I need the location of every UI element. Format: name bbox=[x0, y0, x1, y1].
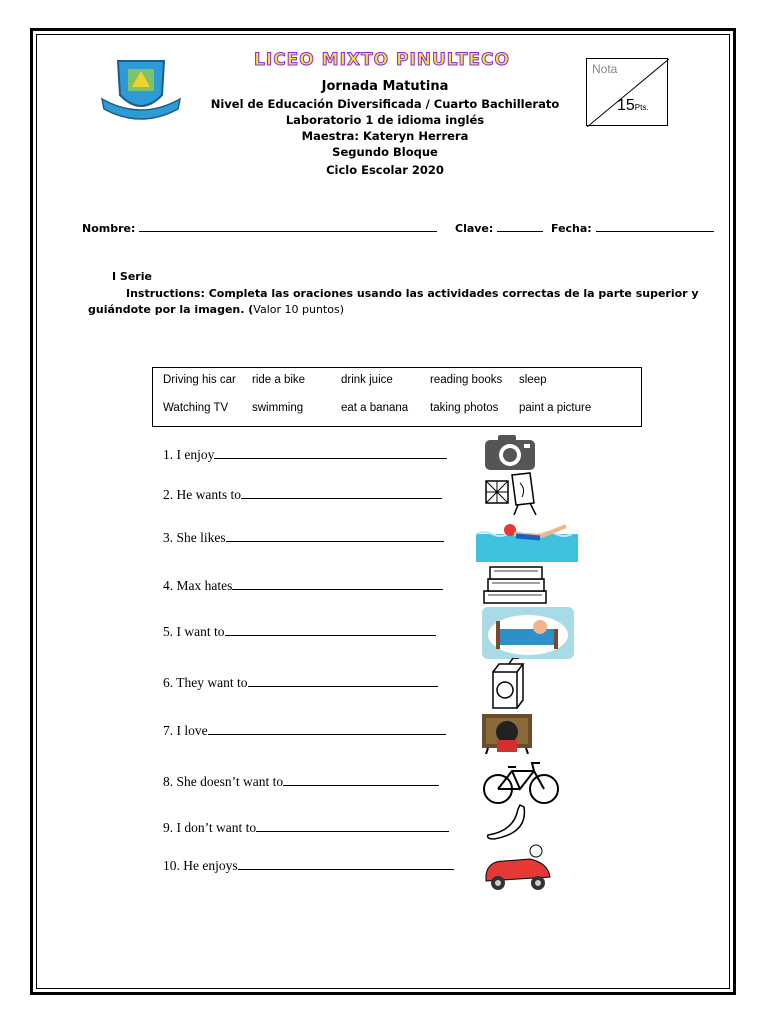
instructions-value: Valor 10 puntos) bbox=[253, 303, 344, 316]
date-label: Fecha: bbox=[551, 222, 592, 235]
car-driving-icon bbox=[480, 841, 554, 898]
grade-score-value: 15 bbox=[617, 97, 635, 114]
answer-blank[interactable] bbox=[241, 487, 442, 499]
question-3 bbox=[163, 530, 444, 546]
camera-icon bbox=[484, 433, 536, 476]
name-field[interactable] bbox=[82, 222, 437, 235]
word-bank-item: swimming bbox=[252, 402, 304, 414]
header-line-6: Ciclo Escolar 2020 bbox=[326, 163, 444, 177]
tv-watching-icon bbox=[480, 712, 534, 759]
answer-blank[interactable] bbox=[208, 723, 446, 735]
question-text: 8. She doesn’t want to bbox=[163, 774, 284, 789]
section-title: I Serie bbox=[112, 270, 152, 283]
painting-icon bbox=[482, 471, 540, 520]
answer-blank[interactable] bbox=[214, 447, 447, 459]
question-6 bbox=[163, 675, 438, 691]
code-label: Clave: bbox=[455, 222, 494, 235]
answer-blank[interactable] bbox=[238, 858, 454, 870]
swimmer-icon bbox=[476, 520, 578, 567]
header-line-2: Nivel de Educación Diversificada / Cuarto Bachillerato bbox=[210, 97, 560, 111]
school-name-logo: LICEO MIXTO PINULTECO bbox=[254, 50, 510, 70]
question-text: 3. She likes bbox=[163, 530, 226, 545]
question-1 bbox=[163, 447, 447, 463]
answer-blank[interactable] bbox=[232, 578, 443, 590]
answer-blank[interactable] bbox=[226, 530, 444, 542]
question-8 bbox=[163, 774, 439, 790]
question-7 bbox=[163, 723, 446, 739]
header-line-1: Jornada Matutina bbox=[321, 79, 449, 94]
code-field[interactable] bbox=[455, 222, 543, 235]
word-bank-item: ride a bike bbox=[252, 374, 306, 386]
word-bank-item: Watching TV bbox=[163, 402, 229, 414]
word-bank-item: sleep bbox=[519, 374, 547, 386]
word-bank-item: reading books bbox=[430, 374, 503, 386]
grade-label: Nota bbox=[592, 62, 618, 76]
answer-blank[interactable] bbox=[248, 675, 438, 687]
grade-unit: Pts. bbox=[634, 103, 649, 112]
question-text: 2. He wants to bbox=[163, 487, 241, 502]
question-5 bbox=[163, 624, 436, 640]
question-text: 5. I want to bbox=[163, 624, 225, 639]
books-icon bbox=[480, 561, 550, 610]
page-border-inner bbox=[36, 34, 730, 989]
word-bank-item: paint a picture bbox=[519, 402, 592, 414]
school-crest-logo bbox=[98, 55, 184, 127]
grade-box bbox=[586, 58, 668, 126]
code-blank[interactable] bbox=[497, 222, 543, 232]
question-text: 4. Max hates bbox=[163, 578, 233, 593]
answer-blank[interactable] bbox=[283, 774, 439, 786]
answer-blank[interactable] bbox=[225, 624, 436, 636]
word-bank-item: Driving his car bbox=[163, 374, 236, 386]
sleeping-icon bbox=[482, 607, 574, 664]
question-text: 1. I enjoy bbox=[163, 447, 215, 462]
question-10 bbox=[163, 858, 454, 874]
header-line-3: Laboratorio 1 de idioma inglés bbox=[285, 113, 485, 127]
date-blank[interactable] bbox=[596, 222, 714, 232]
question-text: 10. He enjoys bbox=[163, 858, 238, 873]
answer-blank[interactable] bbox=[256, 820, 449, 832]
banana-icon bbox=[484, 803, 528, 846]
instructions-text: Instructions: Completa las oraciones usando las actividades correctas de la parte superior y guiándote por la imagen. ( bbox=[88, 287, 699, 316]
question-text: 9. I don’t want to bbox=[163, 820, 257, 835]
section-instructions bbox=[88, 286, 718, 318]
name-blank[interactable] bbox=[139, 222, 437, 232]
question-text: 6. They want to bbox=[163, 675, 248, 690]
grade-score bbox=[617, 97, 649, 115]
header-line-5: Segundo Bloque bbox=[332, 145, 438, 159]
question-text: 7. I love bbox=[163, 723, 208, 738]
word-bank-item: drink juice bbox=[341, 374, 393, 386]
word-bank bbox=[152, 367, 642, 427]
word-bank-item: taking photos bbox=[430, 402, 499, 414]
header-line-4: Maestra: Kateryn Herrera bbox=[301, 129, 469, 143]
question-2 bbox=[163, 487, 442, 503]
date-field[interactable] bbox=[551, 222, 714, 235]
juice-box-icon bbox=[483, 658, 527, 715]
name-label: Nombre: bbox=[82, 222, 136, 235]
question-4 bbox=[163, 578, 443, 594]
question-9 bbox=[163, 820, 449, 836]
word-bank-item: eat a banana bbox=[341, 402, 409, 414]
